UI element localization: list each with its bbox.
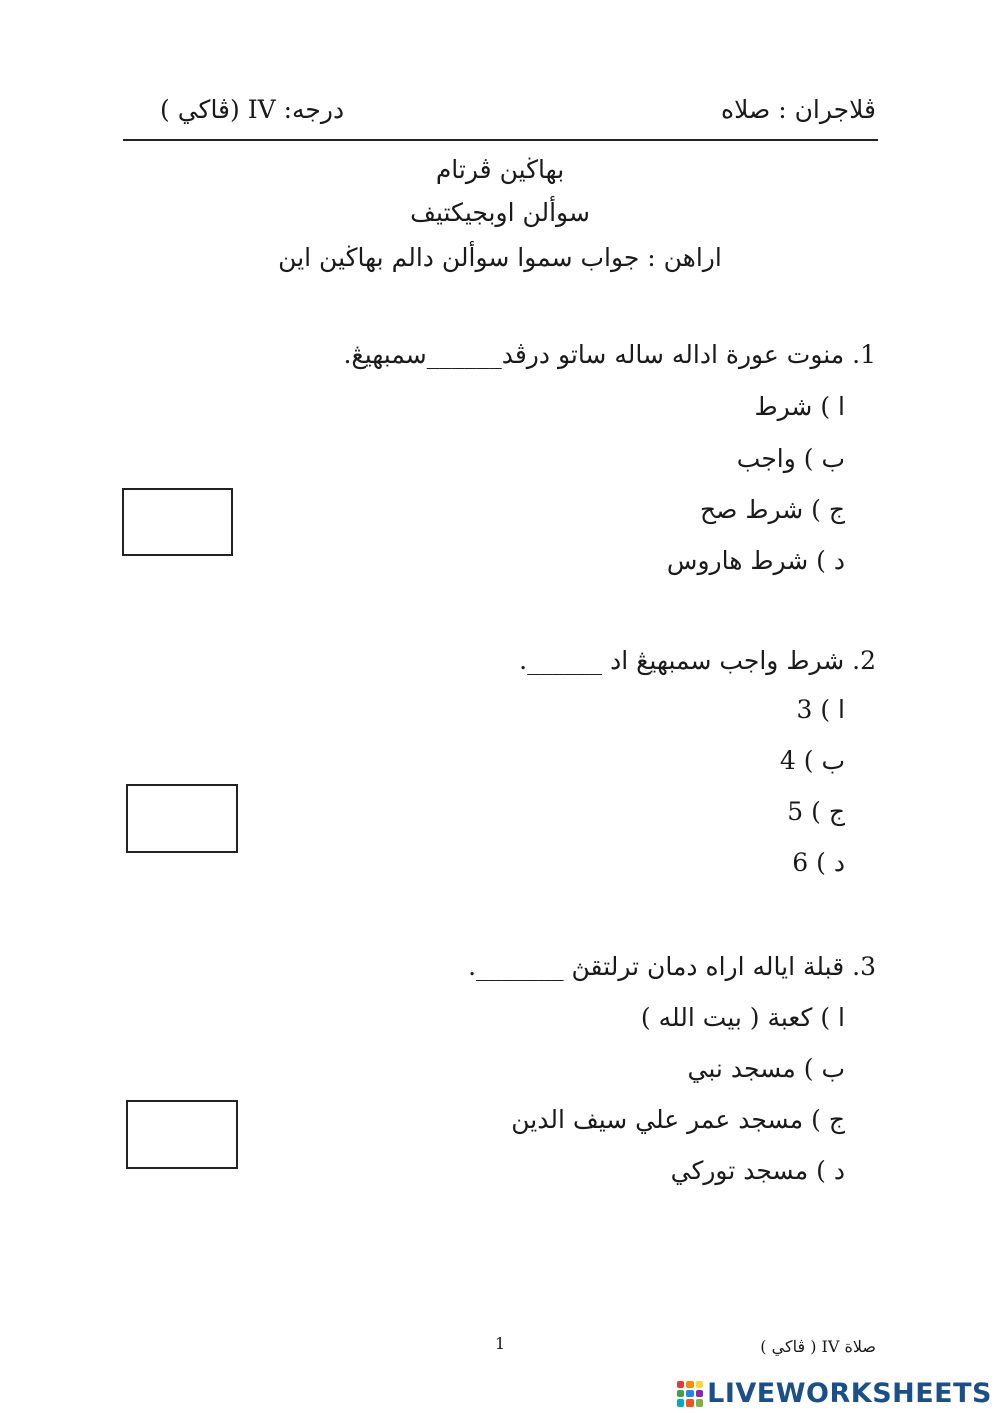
subject-label: ڤلاجران : صلاه: [721, 95, 876, 124]
question-3: [468, 952, 876, 981]
q3-option-d: د ) مسجد توركي: [670, 1156, 845, 1185]
logo-text: LIVEWORKSHEETS: [707, 1378, 992, 1409]
q3-option-c: ج ) مسجد عمر علي سيف الدين: [511, 1105, 845, 1134]
question-number: 2.: [852, 646, 876, 675]
q1-option-b: ب ) واجب: [736, 444, 845, 473]
q1-answer-box[interactable]: [122, 488, 233, 556]
q3-option-a: ا ) كعبة ( بيت الله ): [640, 1003, 845, 1032]
q1-option-a: ا ) شرط: [754, 392, 845, 421]
liveworksheets-logo: [677, 1378, 992, 1409]
header-divider: [123, 139, 878, 141]
q2-option-d: د ) 6: [792, 848, 845, 877]
logo-grid-icon: [677, 1381, 703, 1407]
q2-option-a: ا ) 3: [796, 695, 845, 724]
footer-label: صلاة IV ( ڤاكي ): [760, 1337, 876, 1356]
q1-option-d: د ) شرط هاروس: [666, 546, 845, 575]
question-number: 3.: [852, 952, 876, 981]
instruction-text: اراهن : جواب سموا سوألن دالم بهاڬين اين: [278, 243, 722, 272]
question-type-title: سوألن اوبجيكتيف: [410, 198, 590, 227]
question-text: قبلة اياله اراه دمان ترلتقڽ _______.: [468, 952, 845, 981]
q2-option-c: ج ) 5: [787, 797, 845, 826]
question-number: 1.: [852, 340, 876, 369]
grade-label: درجه: IV (ڤاكي ): [160, 95, 345, 124]
question-1: [343, 340, 876, 369]
question-text: منوت عورة اداله ساله ساتو درڤد______سمبهيڠ.: [343, 340, 845, 369]
question-text: شرط واجب سمبهيڠ اد ______.: [519, 646, 845, 675]
page-number: 1: [495, 1334, 506, 1353]
q1-option-c: ج ) شرط صح: [700, 495, 845, 524]
section-title: بهاڬين ڤرتام: [435, 155, 565, 184]
q2-answer-box[interactable]: [126, 784, 238, 853]
q3-option-b: ب ) مسجد نبي: [687, 1054, 845, 1083]
q2-option-b: ب ) 4: [779, 746, 845, 775]
q3-answer-box[interactable]: [126, 1100, 238, 1169]
question-2: [519, 646, 876, 675]
